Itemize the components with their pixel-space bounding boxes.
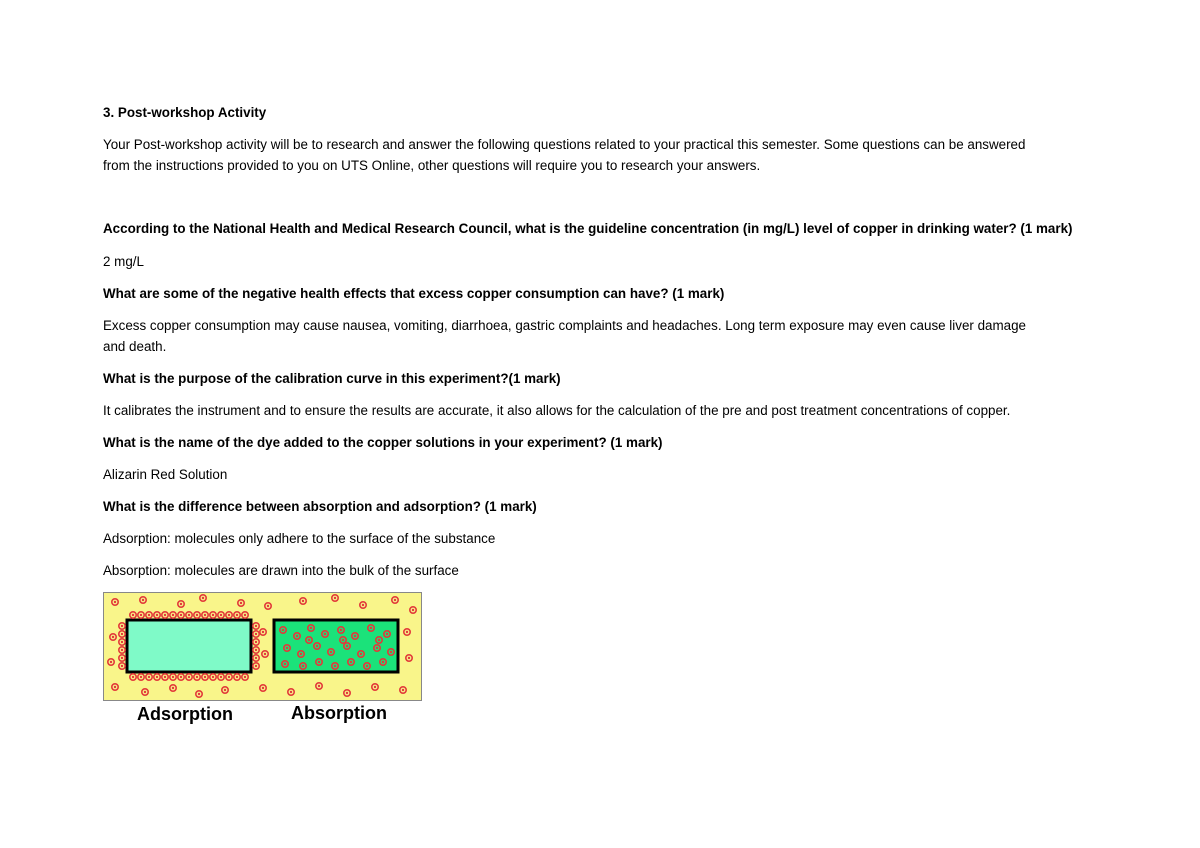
molecule-dot-core: [408, 657, 410, 659]
molecule-dot-core: [180, 603, 182, 605]
molecule-dot-core: [244, 676, 246, 678]
molecule-dot-core: [172, 687, 174, 689]
molecule-dot-core: [394, 599, 396, 601]
question-1: According to the National Health and Medical Research Council, what is the guideline concentration (in mg/L) level of copper in drinking water? (1 mark): [103, 221, 1073, 236]
molecule-dot-core: [386, 633, 388, 635]
molecule-dot-core: [255, 657, 257, 659]
molecule-dot-core: [255, 649, 257, 651]
molecule-dot-core: [132, 676, 134, 678]
molecule-dot-core: [402, 689, 404, 691]
molecule-dot-core: [318, 661, 320, 663]
molecule-dot-core: [164, 614, 166, 616]
molecule-dot-core: [406, 631, 408, 633]
molecule-dot-core: [188, 614, 190, 616]
molecule-dot-core: [140, 614, 142, 616]
answer-5-line-2: Absorption: molecules are drawn into the bulk of the surface: [103, 563, 459, 578]
diagram-svg: [103, 592, 423, 730]
molecule-dot-core: [302, 665, 304, 667]
molecule-dot-core: [342, 639, 344, 641]
molecule-dot-core: [121, 633, 123, 635]
molecule-dot-core: [284, 663, 286, 665]
question-4: What is the name of the dye added to the copper solutions in your experiment? (1 mark): [103, 435, 663, 450]
molecule-dot-core: [204, 614, 206, 616]
molecule-dot-core: [164, 676, 166, 678]
answer-3: It calibrates the instrument and to ensure the results are accurate, it also allows for the calculation of the pre and post treatment concentrations of copper.: [103, 403, 1011, 418]
molecule-dot-core: [202, 597, 204, 599]
molecule-dot-core: [296, 635, 298, 637]
molecule-dot-core: [172, 614, 174, 616]
molecule-dot-core: [378, 639, 380, 641]
molecule-dot-core: [264, 653, 266, 655]
molecule-dot-core: [240, 602, 242, 604]
molecule-dot-core: [262, 687, 264, 689]
answer-1: 2 mg/L: [103, 254, 144, 269]
molecule-dot-core: [390, 651, 392, 653]
molecule-dot-core: [370, 627, 372, 629]
molecule-dot-core: [354, 635, 356, 637]
molecule-dot-core: [366, 665, 368, 667]
answer-2-line-1: Excess copper consumption may cause nausea, vomiting, diarrhoea, gastric complaints and headaches. Long term exposure may even cause liver damage: [103, 318, 1026, 333]
molecule-dot-core: [212, 614, 214, 616]
molecule-dot-core: [172, 676, 174, 678]
molecule-dot-core: [198, 693, 200, 695]
molecule-dot-core: [220, 676, 222, 678]
molecule-dot-core: [148, 614, 150, 616]
molecule-dot-core: [376, 647, 378, 649]
molecule-dot-core: [228, 676, 230, 678]
molecule-dot-core: [324, 633, 326, 635]
molecule-dot-core: [300, 653, 302, 655]
molecule-dot-core: [350, 661, 352, 663]
adsorbent-block: [127, 620, 251, 672]
molecule-dot-core: [180, 614, 182, 616]
question-5: What is the difference between absorption and adsorption? (1 mark): [103, 499, 537, 514]
molecule-dot-core: [267, 605, 269, 607]
molecule-dot-core: [310, 627, 312, 629]
section-title: 3. Post-workshop Activity: [103, 105, 267, 120]
molecule-dot-core: [121, 649, 123, 651]
answer-2-line-2: and death.: [103, 339, 167, 354]
molecule-dot-core: [228, 614, 230, 616]
molecule-dot-core: [255, 641, 257, 643]
molecule-dot-core: [142, 599, 144, 601]
molecule-dot-core: [360, 653, 362, 655]
molecule-dot-core: [318, 685, 320, 687]
question-2: What are some of the negative health effects that excess copper consumption can have? (1 mark): [103, 286, 725, 301]
molecule-dot-core: [110, 661, 112, 663]
molecule-dot-core: [212, 676, 214, 678]
molecule-dot-core: [316, 645, 318, 647]
molecule-dot-core: [121, 657, 123, 659]
molecule-dot-core: [290, 691, 292, 693]
molecule-dot-core: [340, 629, 342, 631]
answer-4: Alizarin Red Solution: [103, 467, 228, 482]
molecule-dot-core: [255, 625, 257, 627]
molecule-dot-core: [156, 676, 158, 678]
molecule-dot-core: [236, 676, 238, 678]
molecule-dot-core: [140, 676, 142, 678]
molecule-dot-core: [330, 651, 332, 653]
molecule-dot-core: [204, 676, 206, 678]
molecule-dot-core: [255, 665, 257, 667]
adsorption-absorption-diagram: [103, 592, 423, 730]
molecule-dot-core: [282, 629, 284, 631]
molecule-dot-core: [362, 604, 364, 606]
absorption-label: Absorption: [291, 703, 387, 723]
molecule-dot-core: [334, 597, 336, 599]
molecule-dot-core: [262, 631, 264, 633]
molecule-dot-core: [180, 676, 182, 678]
molecule-dot-core: [334, 665, 336, 667]
molecule-dot-core: [121, 665, 123, 667]
molecule-dot-core: [286, 647, 288, 649]
intro-line-1: Your Post-workshop activity will be to research and answer the following questions related to your practical this semester. Some questions can be answered: [103, 137, 1026, 152]
molecule-dot-core: [188, 676, 190, 678]
molecule-dot-core: [346, 645, 348, 647]
molecule-dot-core: [148, 676, 150, 678]
molecule-dot-core: [224, 689, 226, 691]
molecule-dot-core: [112, 636, 114, 638]
question-3: What is the purpose of the calibration curve in this experiment?(1 mark): [103, 371, 561, 386]
molecule-dot-core: [144, 691, 146, 693]
molecule-dot-core: [302, 600, 304, 602]
answer-5-line-1: Adsorption: molecules only adhere to the surface of the substance: [103, 531, 496, 546]
molecule-dot-core: [382, 661, 384, 663]
molecule-dot-core: [236, 614, 238, 616]
molecule-dot-core: [412, 609, 414, 611]
molecule-dot-core: [308, 639, 310, 641]
molecule-dot-core: [132, 614, 134, 616]
molecule-dot-core: [196, 676, 198, 678]
intro-line-2: from the instructions provided to you on UTS Online, other questions will require you to research your answers.: [103, 158, 761, 173]
molecule-dot-core: [121, 641, 123, 643]
molecule-dot-core: [156, 614, 158, 616]
molecule-dot-core: [374, 686, 376, 688]
molecule-dot-core: [196, 614, 198, 616]
molecule-dot-core: [220, 614, 222, 616]
molecule-dot-core: [114, 601, 116, 603]
molecule-dot-core: [244, 614, 246, 616]
molecule-dot-core: [114, 686, 116, 688]
molecule-dot-core: [346, 692, 348, 694]
molecule-dot-core: [121, 625, 123, 627]
molecule-dot-core: [255, 633, 257, 635]
adsorption-label: Adsorption: [137, 704, 233, 724]
